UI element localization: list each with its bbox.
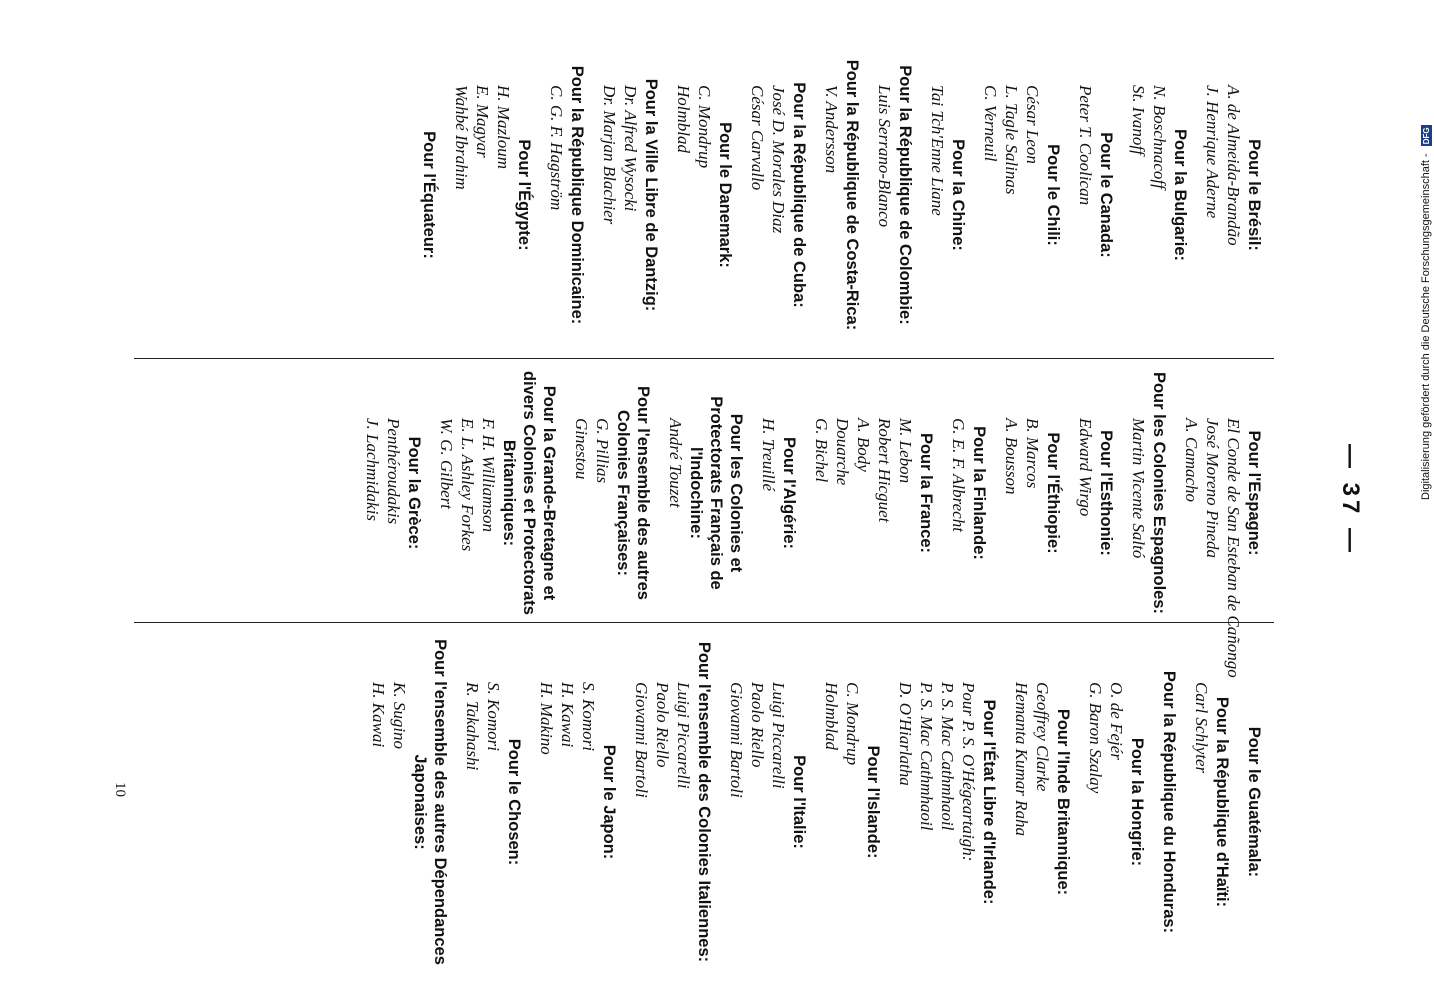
signatory-name: Luigi Piccarelli [769,682,788,789]
signatory-name: G. E. F. Albrecht [949,418,968,532]
signatory-name: St. Ivanoff [1129,85,1148,155]
signatory-name: V. Andersson [822,85,841,174]
country-heading: Pour le Brésil: [1245,139,1263,251]
country-heading: Pour les Colonies Espagnoles: [1150,371,1168,615]
signatory-name: O. de Fejér [1107,682,1126,760]
column-divider [134,358,1274,359]
signatory-name: José D. Morales Diaz [769,85,788,234]
signatory-name: Geoffrey Clarke [1033,682,1052,792]
signatory-name: El Conde de San Esteban de Cañongo [1224,418,1243,678]
signatory-name: C. Verneuil [981,85,1000,162]
signatory-name: F. H. Williamson [479,418,498,532]
signatory-entry [821,632,883,972]
signatory-column-2 [350,368,1264,678]
signatory-name: E. Magyar [473,85,492,158]
signatory-entry [1075,368,1116,618]
signatory-entry [1202,35,1264,355]
signatory-name: G. Baron Szalay [1086,682,1105,794]
signatory-entry [1181,368,1264,678]
digitization-credit-text: Digitalisierung gefördert durch die Deutsche Forschungsgemeinschaft - [1420,153,1432,500]
signatory-entry [536,632,619,972]
signatory-name: H. Treuillé [759,418,778,492]
country-heading: Pour la République de Colombie: [896,65,914,325]
signatory-entry [599,35,661,355]
signatory-entry [436,368,559,618]
signatory-name: C. Mondrup [843,682,862,766]
signatory-column-1 [407,35,1264,355]
signatory-name: Paolo Riello [653,682,672,768]
signatory-entry [451,35,534,355]
signatory-entry [747,35,809,355]
signatory-name: G. Bichel [812,418,831,483]
country-heading: Pour l'ensemble des autres Dépendances Japonaises: [411,639,449,965]
signatory-name: N. Boschnacoff [1150,85,1169,189]
country-heading: Pour la Grande-Bretagne et divers Colonies et Protectorats Britanniques: [500,371,558,615]
signatory-name: Robert Hicguet [875,418,894,523]
signatory-entry [1075,35,1116,355]
country-heading: Pour l'Italie: [790,755,808,849]
signatory-entry [811,368,936,618]
country-heading: Pour la République Dominicaine: [568,65,586,325]
signatory-name: Wahbé Ibrahim [452,85,471,190]
signatory-entry [1244,632,1264,972]
signatory-entry [571,368,653,618]
signatory-name: Luigi Piccarelli [674,682,693,789]
signatory-name: D. O'Hiarlatha [896,682,915,786]
signatory-name: César Carvallo [748,85,767,191]
country-heading: Pour le Guatémala: [1245,726,1263,878]
signatory-name: P. S. Mac Cathmhaoil [938,682,957,831]
signatory-name: Douarche [833,418,852,486]
signatory-entry [673,35,735,355]
signatory-entry [546,35,587,355]
signatory-name: E. L. Ashley Forkes [458,418,477,552]
signatory-name: André Touzet [666,418,685,508]
signatory-name: A. de Almeida-Brandão [1224,85,1243,246]
signatory-name: H. Mazloum [494,85,513,170]
country-heading: Pour l'Islande: [864,745,882,859]
signatory-name: Paolo Riello [748,682,767,768]
signatory-name: César Leon [1023,85,1042,164]
signatory-name: G. Pillias [593,418,612,484]
country-heading: Pour l'Équateur: [420,131,438,259]
signatory-name: Luis Serrano-Blanco [875,85,894,228]
signatory-entry [1128,35,1190,355]
country-heading: Pour l'Inde Britannique: [1054,708,1072,896]
signatory-name: H. Kawai [558,682,577,748]
signatory-entry [874,35,915,355]
country-heading: Pour la Grèce: [405,436,423,550]
signatory-name: José Moreno Pineda [1203,418,1222,559]
signatory-entry [419,35,439,355]
signatory-entry [362,368,424,618]
signatory-name: S. Komori [484,682,503,751]
country-heading: Pour la Ville Libre de Dantzig: [642,78,660,312]
signatory-name: B. Marcos [1023,418,1042,489]
signatory-name: Holmblad [822,682,841,750]
country-heading: Pour l'ensemble des autres Colonies Françaises: [614,386,652,600]
country-heading: Pour l'Éthiopie: [1044,432,1062,554]
signatory-entry [1011,632,1073,972]
signatory-column-3 [356,632,1264,972]
signatory-entry [927,35,968,355]
signatory-entry [948,368,989,618]
signatory-entry [1085,632,1147,972]
signatory-name: H. Makino [537,682,556,755]
signatory-name: S. Komori [579,682,598,751]
signatory-entry [1128,368,1169,618]
signatory-name: P. S. Mac Cathmhaoil [917,682,936,831]
country-heading: Pour le Canada: [1097,132,1115,258]
signatory-name: A. Body [854,418,873,472]
signatory-entry [665,368,746,618]
column-divider [134,622,1274,623]
signatory-name: Dr. Alfred Wysocki [621,85,640,212]
signatory-name: R. Takahashi [463,682,482,771]
signatory-name: Hemanta Kumar Raha [1012,682,1031,836]
signatory-name: Penthéroudakis [384,418,403,525]
country-heading: Pour l'Algérie: [780,436,798,550]
page-number-footer: 10 [112,782,128,797]
signatory-name: M. Lebon [896,418,915,484]
signatory-name: K. Sugino [390,682,409,750]
signatory-name: Tai Tch'Enne Liane [928,85,947,216]
signatory-entry [726,632,809,972]
country-heading: Pour le Chosen: [505,738,523,866]
signatory-name: Peter T. Coolican [1076,85,1095,206]
signatory-name: J. Lachmidakis [363,418,382,521]
signatory-entry [368,632,450,972]
signatory-name: Giovanni Bartoli [727,682,746,798]
signatory-name: Dr. Marjan Blachier [600,85,619,225]
country-heading: Pour l'État Libre d'Irlande: [980,699,998,905]
country-heading: Pour le Danemark: [716,122,734,268]
country-heading: Pour les Colonies et Protectorats Français de l'Indochine: [687,396,745,590]
signatory-entry [1191,632,1232,972]
signatory-name: W. G. Gilbert [437,418,456,509]
signatory-name: C. G. F. Hagström [547,85,566,211]
country-heading: Pour la Bulgarie: [1171,128,1189,262]
signatory-name: Giovanni Bartoli [632,682,651,798]
signatory-name: H. Kawai [369,682,388,748]
signatory-name: Martin Vicente Saltó [1129,418,1148,559]
dfg-logo: DFG [1421,127,1431,145]
signatory-name: Carl Schlyter [1192,682,1211,774]
country-heading: Pour le Chili: [1044,144,1062,246]
signatory-name: C. Mondrup [695,85,714,169]
country-heading: Pour la France: [917,432,935,554]
country-heading: Pour l'Esthonie: [1097,430,1115,556]
country-heading: Pour l'Égypte: [515,139,533,251]
signatory-entry [631,632,714,972]
signatory-entry [462,632,524,972]
country-heading: Pour le Japon: [600,744,618,860]
country-heading: Pour la Chine: [949,139,967,251]
signatory-name: Pour P. S. O'Hégeartaigh: [959,682,978,862]
country-heading: Pour la République du Honduras: [1160,670,1178,934]
country-heading: Pour la Hongrie: [1128,737,1146,867]
signatory-name: J. Henrique Aderne [1203,85,1222,219]
digitization-credit [1420,125,1432,500]
signatory-name: Edward Wirgo [1076,418,1095,517]
signatory-name: Ginestou [572,418,591,480]
country-heading: Pour l'ensemble des Colonies Italiennes: [695,641,713,963]
signatory-name: Holmblad [674,85,693,153]
signatory-entry [758,368,799,618]
signatory-entry [821,35,862,355]
signatory-entry [1159,632,1179,972]
country-heading: Pour l'Espagne: [1245,430,1263,556]
signatory-entry [1001,368,1063,618]
country-heading: Pour la République de Costa-Rica: [843,59,861,331]
page-number-header: — 37 — [1337,443,1364,557]
signatory-entry [895,632,999,972]
signatory-name: L. Tagle Salinas [1002,85,1021,195]
country-heading: Pour la République d'Haïti: [1213,696,1231,908]
country-heading: Pour la Finlande: [970,426,988,560]
signatory-name: A. Camacho [1182,418,1201,503]
signatory-name: A. Bousson [1002,418,1021,495]
signatory-entry [980,35,1063,355]
country-heading: Pour la République de Cuba: [790,82,808,308]
